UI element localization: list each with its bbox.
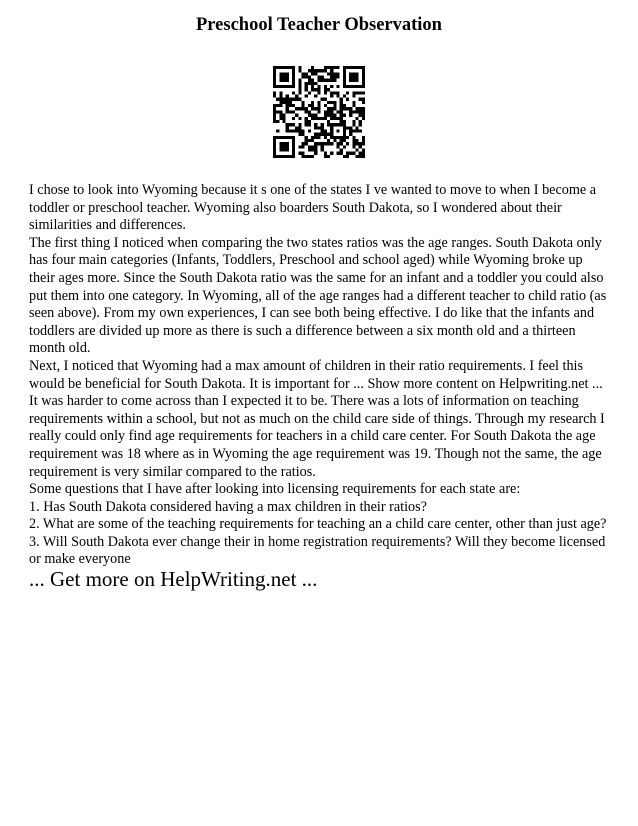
list-item: 3. Will South Dakota ever change their in home registration requirements? Will they become licensed or make everyone <box>29 533 606 568</box>
list-item: 2. What are some of the teaching requirements for teaching an a child care center, other than just age? <box>29 516 607 533</box>
qr-code-icon[interactable] <box>273 66 365 158</box>
paragraph: It was harder to come across than I expected it to be. There was a lots of information on teaching requirements within a school, but not as much on the child care side of things. Through my research I really could only find age requirements for teachers in a child care center. For South Dakota the age requirement was 18 where as in Wyoming the age requirement was 19. Though not the same, the age requirement is very similar compared to the ratios. <box>29 393 605 480</box>
page-title: Preschool Teacher Observation <box>196 15 442 35</box>
paragraph: I chose to look into Wyoming because it s one of the states I ve wanted to move to when I become a toddler or preschool teacher. Wyoming also boarders South Dakota, so I wondered about their similarities and differences. <box>29 182 597 234</box>
paragraph: Next, I noticed that Wyoming had a max amount of children in their ratio requirements. I feel this would be beneficial for South Dakota. It is important for ... Show more content on Helpwriting.net ... <box>29 357 603 392</box>
paragraph: The first thing I noticed when comparing the two states ratios was the age ranges. South Dakota only has four main categories (Infants, Toddlers, Preschool and school aged) while Wyoming broke up their ages more. Since the South Dakota ratio was the same for an infant and a toddler you could also put them into one category. In Wyoming, all of the age ranges had a different teacher to child ratio (as seen above). From my own experiences, I can see both being effective. I do like that the infants and toddlers are divided up more as there is such a difference between a six month old and a thirteen month old. <box>29 234 607 357</box>
paragraph: Some questions that I have after looking into licensing requirements for each state are: <box>29 481 521 498</box>
body-text <box>29 182 611 569</box>
list-item: 1. Has South Dakota considered having a max children in their ratios? <box>29 498 427 515</box>
more-link[interactable]: ... Get more on HelpWriting.net ... <box>29 567 318 591</box>
